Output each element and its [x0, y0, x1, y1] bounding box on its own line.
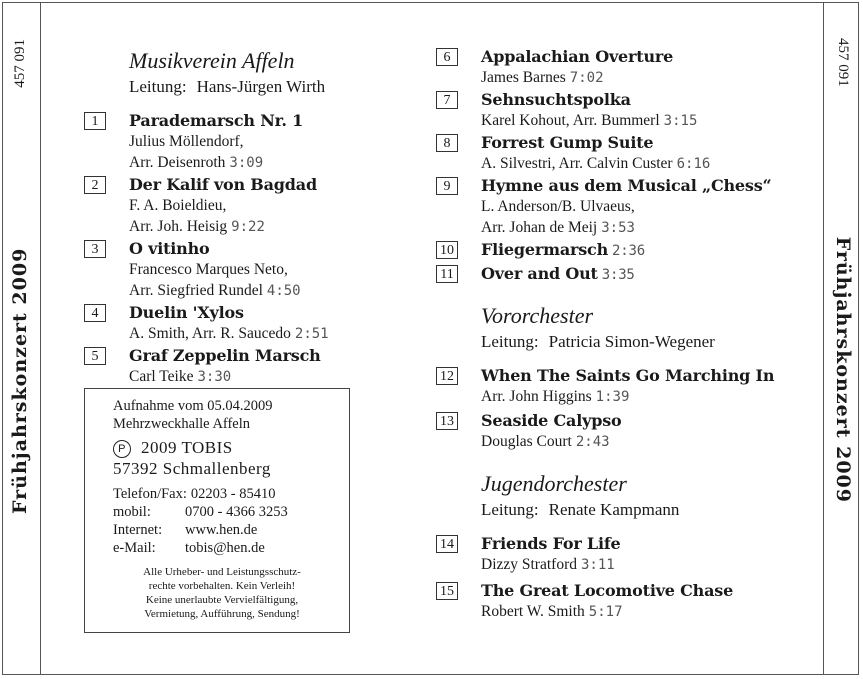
- track-duration: 9:22: [231, 219, 265, 235]
- track-title: Hymne aus dem Musical „Chess“: [481, 176, 772, 195]
- track-title: Fliegermarsch 2:36: [481, 240, 645, 259]
- left-column: [84, 48, 414, 388]
- track-item: [84, 238, 414, 302]
- track-credit: Arr. Siegfried Rundel 4:50: [129, 282, 301, 299]
- label-copyright: P 2009 TOBIS: [113, 437, 339, 458]
- track-duration: 6:16: [676, 156, 711, 172]
- track-number: 1: [84, 112, 106, 130]
- track-title: Forrest Gump Suite: [481, 133, 654, 152]
- section-vororchester: [436, 303, 816, 353]
- track-credit: Robert W. Smith 5:17: [481, 603, 623, 620]
- track-credit: James Barnes 7:02: [481, 69, 604, 86]
- track-item: [436, 46, 816, 89]
- spine-title: Frühjahrskonzert 2009: [832, 236, 854, 503]
- section-jugendorchester: [436, 471, 816, 521]
- rights-notice: Alle Urheber- und Leistungsschutz- rechte vorbehalten. Kein Verleih! Keine unerlaubte Vervielfältigung, Vermietung, Aufführung, Sendung!: [143, 566, 301, 620]
- contact-email: e-Mail: tobis@hen.de: [113, 540, 265, 556]
- track-credit: Arr. Joh. Heisig 9:22: [129, 218, 265, 235]
- track-number: 7: [436, 91, 458, 109]
- section-title: Vororchester: [481, 303, 594, 328]
- track-credit: Julius Möllendorf,: [129, 133, 244, 150]
- left-spine: [0, 6, 40, 679]
- track-item: [84, 110, 414, 174]
- section-leader: Leitung: Hans-Jürgen Wirth: [129, 77, 326, 96]
- spine-catalog-number: 457 091: [835, 38, 852, 87]
- left-spine-rule: [40, 2, 41, 675]
- track-duration: 1:39: [595, 389, 630, 405]
- track-number: 9: [436, 177, 458, 195]
- track-title: Graf Zeppelin Marsch: [129, 346, 321, 365]
- section-leader: Leitung: Patricia Simon-Wegener: [481, 332, 715, 351]
- track-item: [84, 302, 414, 345]
- track-title: Over and Out 3:35: [481, 264, 635, 283]
- track-number: 14: [436, 535, 458, 553]
- track-credit: Douglas Court 2:43: [481, 433, 610, 450]
- track-duration: 4:50: [266, 283, 301, 299]
- track-number: 4: [84, 304, 106, 322]
- track-item: [436, 263, 816, 286]
- track-title: The Great Locomotive Chase: [481, 581, 734, 600]
- track-number: 3: [84, 240, 106, 258]
- right-column: [436, 46, 816, 623]
- track-item: [436, 132, 816, 175]
- spine-title: Frühjahrskonzert 2009: [9, 247, 31, 514]
- track-number: 11: [436, 265, 458, 283]
- track-duration: 3:11: [580, 557, 615, 573]
- track-number: 15: [436, 582, 458, 600]
- track-credit: Carl Teike 3:30: [129, 368, 232, 385]
- track-title: Parademarsch Nr. 1: [129, 111, 304, 130]
- track-number: 8: [436, 134, 458, 152]
- track-number: 5: [84, 347, 106, 365]
- track-credit: L. Anderson/B. Ulvaeus,: [481, 198, 635, 215]
- recording-venue: Mehrzweckhalle Affeln: [113, 416, 251, 432]
- section-title: Musikverein Affeln: [129, 48, 295, 73]
- track-title: Duelin 'Xylos: [129, 303, 244, 322]
- spine-catalog-number: 457 091: [11, 39, 28, 88]
- track-title: O vitinho: [129, 239, 210, 258]
- track-item: [436, 89, 816, 132]
- section-title: Jugendorchester: [481, 471, 627, 496]
- track-title: Appalachian Overture: [481, 47, 674, 66]
- track-item: [436, 239, 816, 262]
- track-title: Der Kalif von Bagdad: [129, 175, 317, 194]
- track-duration: 3:30: [197, 369, 232, 385]
- contact-phone: Telefon/Fax: 02203 - 85410: [113, 486, 276, 502]
- track-credit: F. A. Boieldieu,: [129, 197, 227, 214]
- track-duration: 7:02: [569, 70, 604, 86]
- track-number: 10: [436, 241, 458, 259]
- track-duration: 2:51: [294, 326, 329, 342]
- track-credit: Karel Kohout, Arr. Bummerl 3:15: [481, 112, 698, 129]
- track-number: 13: [436, 412, 458, 430]
- section-leader: Leitung: Renate Kampmann: [481, 500, 680, 519]
- track-duration: 2:43: [575, 434, 610, 450]
- contact-web: Internet: www.hen.de: [113, 522, 258, 538]
- track-credit: A. Smith, Arr. R. Saucedo 2:51: [129, 325, 329, 342]
- track-credit: Francesco Marques Neto,: [129, 261, 288, 278]
- track-number: 12: [436, 367, 458, 385]
- right-spine: [823, 0, 863, 673]
- track-number: 2: [84, 176, 106, 194]
- section-musikverein: [84, 48, 414, 98]
- track-item: [436, 410, 816, 453]
- phonogram-icon: P: [113, 440, 131, 458]
- label-address: 57392 Schmallenberg: [113, 459, 271, 478]
- track-title: Sehnsuchtspolka: [481, 90, 631, 109]
- contact-mobile: mobil: 0700 - 4366 3253: [113, 504, 288, 520]
- label-info-box: [84, 388, 350, 633]
- track-title: When The Saints Go Marching In: [481, 366, 775, 385]
- track-credit: Arr. Johan de Meij 3:53: [481, 219, 635, 236]
- track-duration: 3:53: [601, 220, 635, 236]
- track-duration: 3:35: [601, 267, 635, 283]
- recording-date: Aufnahme vom 05.04.2009: [113, 398, 273, 414]
- track-title: Friends For Life: [481, 534, 621, 553]
- track-item: [84, 174, 414, 238]
- track-item: [436, 365, 816, 408]
- track-item: [436, 580, 816, 623]
- track-credit: Arr. Deisenroth 3:09: [129, 154, 264, 171]
- track-credit: A. Silvestri, Arr. Calvin Custer 6:16: [481, 155, 711, 172]
- track-duration: 5:17: [588, 604, 623, 620]
- track-credit: Dizzy Stratford 3:11: [481, 556, 615, 573]
- track-item: [436, 533, 816, 576]
- track-duration: 3:09: [229, 155, 264, 171]
- track-item: [436, 175, 816, 239]
- track-title: Seaside Calypso: [481, 411, 622, 430]
- track-credit: Arr. John Higgins 1:39: [481, 388, 630, 405]
- track-duration: 3:15: [663, 113, 698, 129]
- track-item: [84, 345, 414, 388]
- track-duration: 2:36: [612, 243, 645, 259]
- track-number: 6: [436, 48, 458, 66]
